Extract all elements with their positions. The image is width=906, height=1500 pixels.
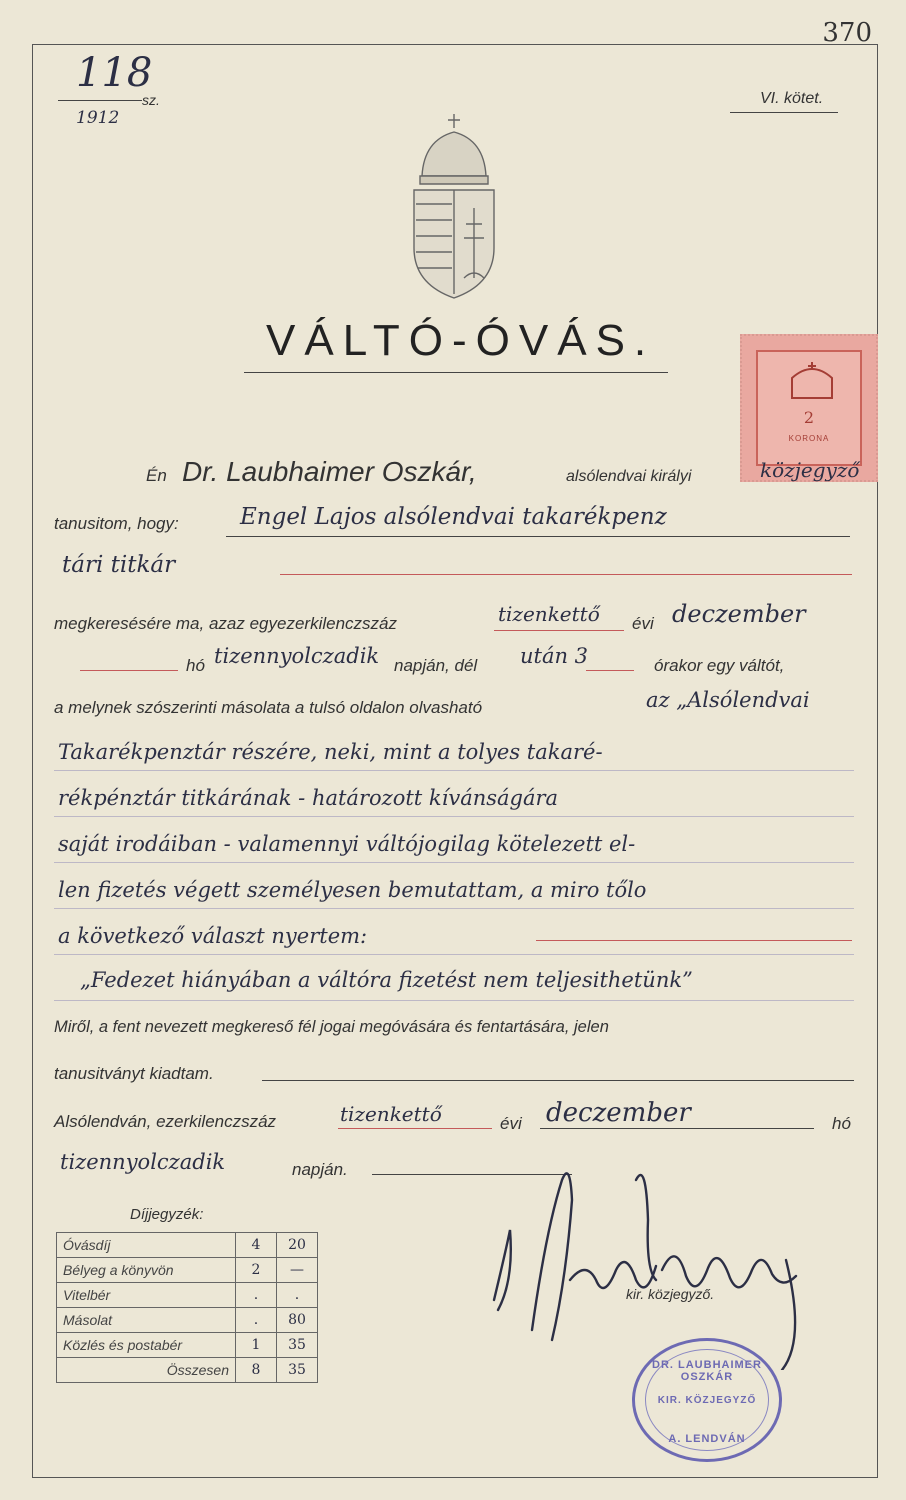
fee-korona: . [236,1308,277,1333]
alsolendvan-label: Alsólendván, ezerkilenczszáz [54,1112,277,1131]
fee-row [57,1283,318,1308]
year-word-red-rule [494,630,624,631]
entry-number: 118 [76,50,153,96]
fee-label: Másolat [57,1308,236,1333]
entry-year: 1912 [76,108,120,128]
coat-of-arms-icon [404,108,504,302]
year-word-2-handwritten: tizenkettő [340,1102,442,1126]
month-2-handwritten: deczember [546,1098,691,1128]
fee-row [57,1233,318,1258]
protest-text-line-6: a következő választ nyertem: [58,924,368,948]
fee-korona: 8 [236,1358,277,1383]
megkeresesere-label: megkeresésére ma, azaz egyezerkilenczszáz [54,614,397,633]
evi-2-label: évi [500,1114,522,1133]
fee-label: Bélyeg a könyvön [57,1258,236,1283]
tanusitvanyt-text: tanusitványt kiadtam. [54,1064,214,1083]
year-word-2-red-rule [338,1128,492,1129]
notary-seal [632,1338,782,1462]
fee-row [57,1308,318,1333]
amelynek-label: a melynek szószerinti másolata a tulsó oldalon olvasható [54,698,483,717]
ruled-line [54,862,854,863]
requester-line-1: Engel Lajos alsólendvai takarékpenz [240,504,667,530]
fee-filler: 80 [277,1308,318,1333]
title-underline [244,372,668,373]
napjan-label: napján. [292,1160,348,1179]
sz-label: sz. [142,92,160,108]
time-red-rule [586,670,634,671]
fee-row [57,1333,318,1358]
notary-name: Dr. Laubhaimer Oszkár, [182,456,477,487]
revenue-stamp-border [756,350,862,466]
ruled-line [54,770,854,771]
stamp-value: 2 [803,408,815,427]
tanusitvanyt-rule [262,1080,854,1081]
day-handwritten: tizennyolczadik [214,644,380,668]
fee-filler: 35 [277,1333,318,1358]
ruled-line [54,816,854,817]
requester-red-rule [280,574,852,575]
seal-text-top: DR. LAUBHAIMER OSZKÁR [652,1359,762,1383]
protest-text-line-2: Takarékpenztár részére, neki, mint a tolyes takaré- [58,740,603,764]
fees-title: Díjjegyzék: [130,1206,204,1223]
document-title: VÁLTÓ-ÓVÁS. [266,316,656,365]
ho-2-label: hó [832,1114,851,1133]
ruled-line [54,954,854,955]
fee-table [56,1232,318,1383]
fee-row [57,1258,318,1283]
fee-label: Vitelbér [57,1283,236,1308]
ruled-line [54,1000,854,1001]
fee-label: Óvásdíj [57,1233,236,1258]
volume-rule [730,112,838,113]
mirol-text: Miről, a fent nevezett megkereső fél jogai megóvására és fentartására, jelen [54,1018,609,1036]
protest-text-line-1: az „Alsólendvai [646,688,810,712]
fee-filler: 35 [277,1358,318,1383]
fee-row [57,1358,318,1383]
requester-line-2: tári titkár [62,552,176,578]
stamp-crown-icon [784,360,840,402]
page-number: 370 [822,18,872,48]
seal-text-bottom: A. LENDVÁN [668,1433,746,1445]
ruled-line [54,908,854,909]
protest-text-line-3: rékpénztár titkárának - határozott kívánságára [58,786,559,810]
evi-label: évi [632,614,654,633]
fee-korona: 4 [236,1233,277,1258]
protest-text-line-5: len fizetés végett személyesen bemutattam, a miro tőlo [58,878,647,902]
volume-label: VI. kötet. [760,90,824,107]
fee-label: Közlés és postabér [57,1333,236,1358]
requester-rule-1 [226,536,850,537]
answer-quote: „Fedezet hiányában a váltóra fizetést nem teljesithetünk” [80,968,693,992]
answer-red-rule [536,940,852,941]
fee-filler: . [277,1283,318,1308]
orakor-label: órakor egy váltót, [654,656,785,675]
signer-title: kir. közjegyző. [626,1286,715,1302]
month-2-rule [540,1128,814,1129]
seal-text-mid: KIR. KÖZJEGYZŐ [657,1395,757,1406]
month-red-rule [80,670,178,671]
ho-label: hó [186,656,205,675]
stamp-currency: KORONA [788,434,830,443]
entry-number-rule [58,100,142,101]
notary-royal-label: alsólendvai királyi [566,468,692,485]
fee-korona: 1 [236,1333,277,1358]
fee-label: Összesen [57,1358,236,1383]
signature-mark [486,1140,816,1370]
protest-text-line-4: saját irodáiban - valamennyi váltójogilag kötelezett el- [58,832,636,856]
fee-korona: 2 [236,1258,277,1283]
fee-korona: . [236,1283,277,1308]
time-handwritten: után 3 [520,644,589,668]
notary-office-handwritten: közjegyző [760,458,860,482]
year-word-handwritten: tizenkettő [498,602,600,626]
tanusitom-label: tanusitom, hogy: [54,514,179,533]
en-label: Én [146,466,167,485]
fee-filler: 20 [277,1233,318,1258]
fee-filler: — [277,1258,318,1283]
napjan-del-label: napján, dél [394,656,478,675]
month-handwritten: deczember [672,600,806,628]
day-2-handwritten: tizennyolczadik [60,1150,226,1174]
